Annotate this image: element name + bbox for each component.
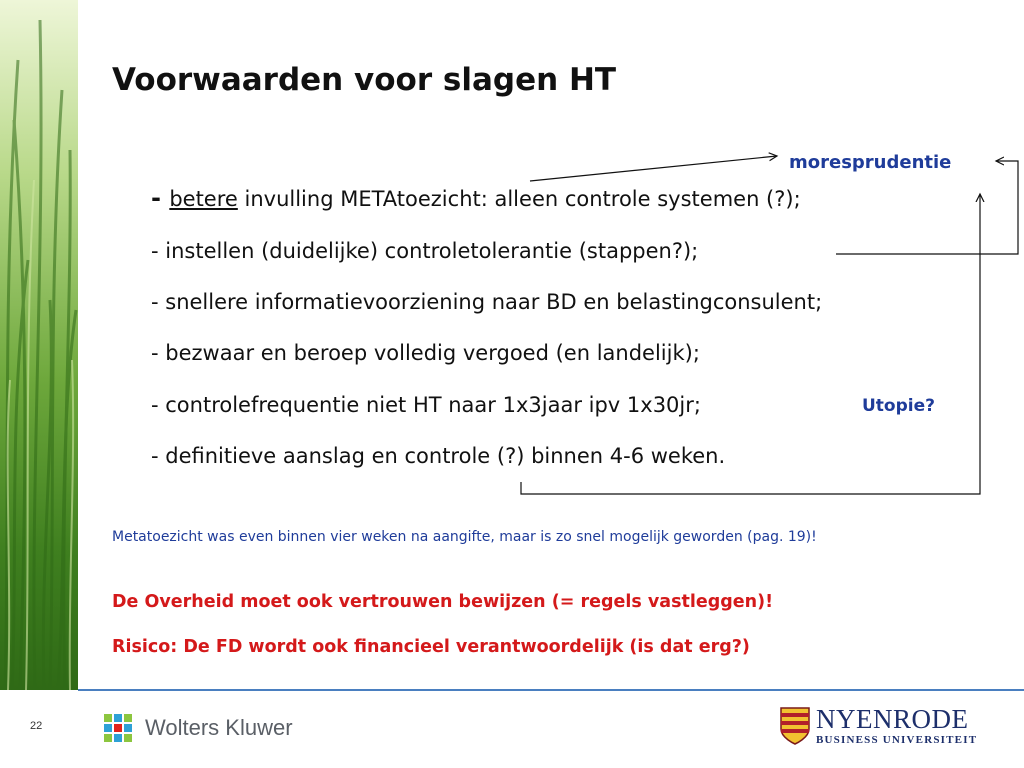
red-line-1: De Overheid moet ook vertrouwen bewijzen (= regels vastleggen)!	[112, 592, 774, 612]
footnote: Metatoezicht was even binnen vier weken na aangifte, maar is zo snel mogelijk geworden (pag. 19)!	[112, 529, 817, 545]
nyenrode-logo	[780, 706, 977, 746]
red-line-2: Risico: De FD wordt ook financieel verantwoordelijk (is dat erg?)	[112, 637, 750, 657]
bullet-2: - instellen (duidelijke) controletolerantie (stappen?);	[151, 239, 699, 263]
slide-title: Voorwaarden voor slagen HT	[112, 62, 617, 98]
arrow-from-bullet-6	[521, 194, 980, 494]
wolters-kluwer-icon	[101, 711, 135, 745]
nyenrode-name: NYENRODE	[816, 704, 969, 734]
page-number: 22	[30, 720, 43, 732]
bullet-5: - controlefrequentie niet HT naar 1x3jaar ipv 1x30jr;	[151, 393, 701, 417]
nyenrode-shield-icon	[780, 707, 810, 745]
arrow-to-moresprudentie	[530, 156, 777, 181]
bullet-4: - bezwaar en beroep volledig vergoed (en landelijk);	[151, 341, 700, 365]
moresprudentie-label: moresprudentie	[789, 152, 952, 173]
bullet-1-underlined: betere	[169, 187, 238, 211]
utopie-label: Utopie?	[862, 396, 935, 416]
wolters-kluwer-logo	[101, 711, 293, 745]
bullet-3: - snellere informatievoorziening naar BD en belastingconsulent;	[151, 290, 823, 314]
nyenrode-subtitle: BUSINESS UNIVERSITEIT	[816, 734, 978, 746]
footer-divider	[78, 689, 1024, 691]
arrow-from-bullet-2	[836, 161, 1018, 254]
bullet-1-text: invulling METAtoezicht: alleen controle systemen (?);	[237, 187, 801, 211]
bullet-6: - definitieve aanslag en controle (?) binnen 4-6 weken.	[151, 444, 726, 468]
wolters-kluwer-name: Wolters Kluwer	[145, 715, 293, 740]
bullet-1-prefix: -	[151, 184, 170, 212]
